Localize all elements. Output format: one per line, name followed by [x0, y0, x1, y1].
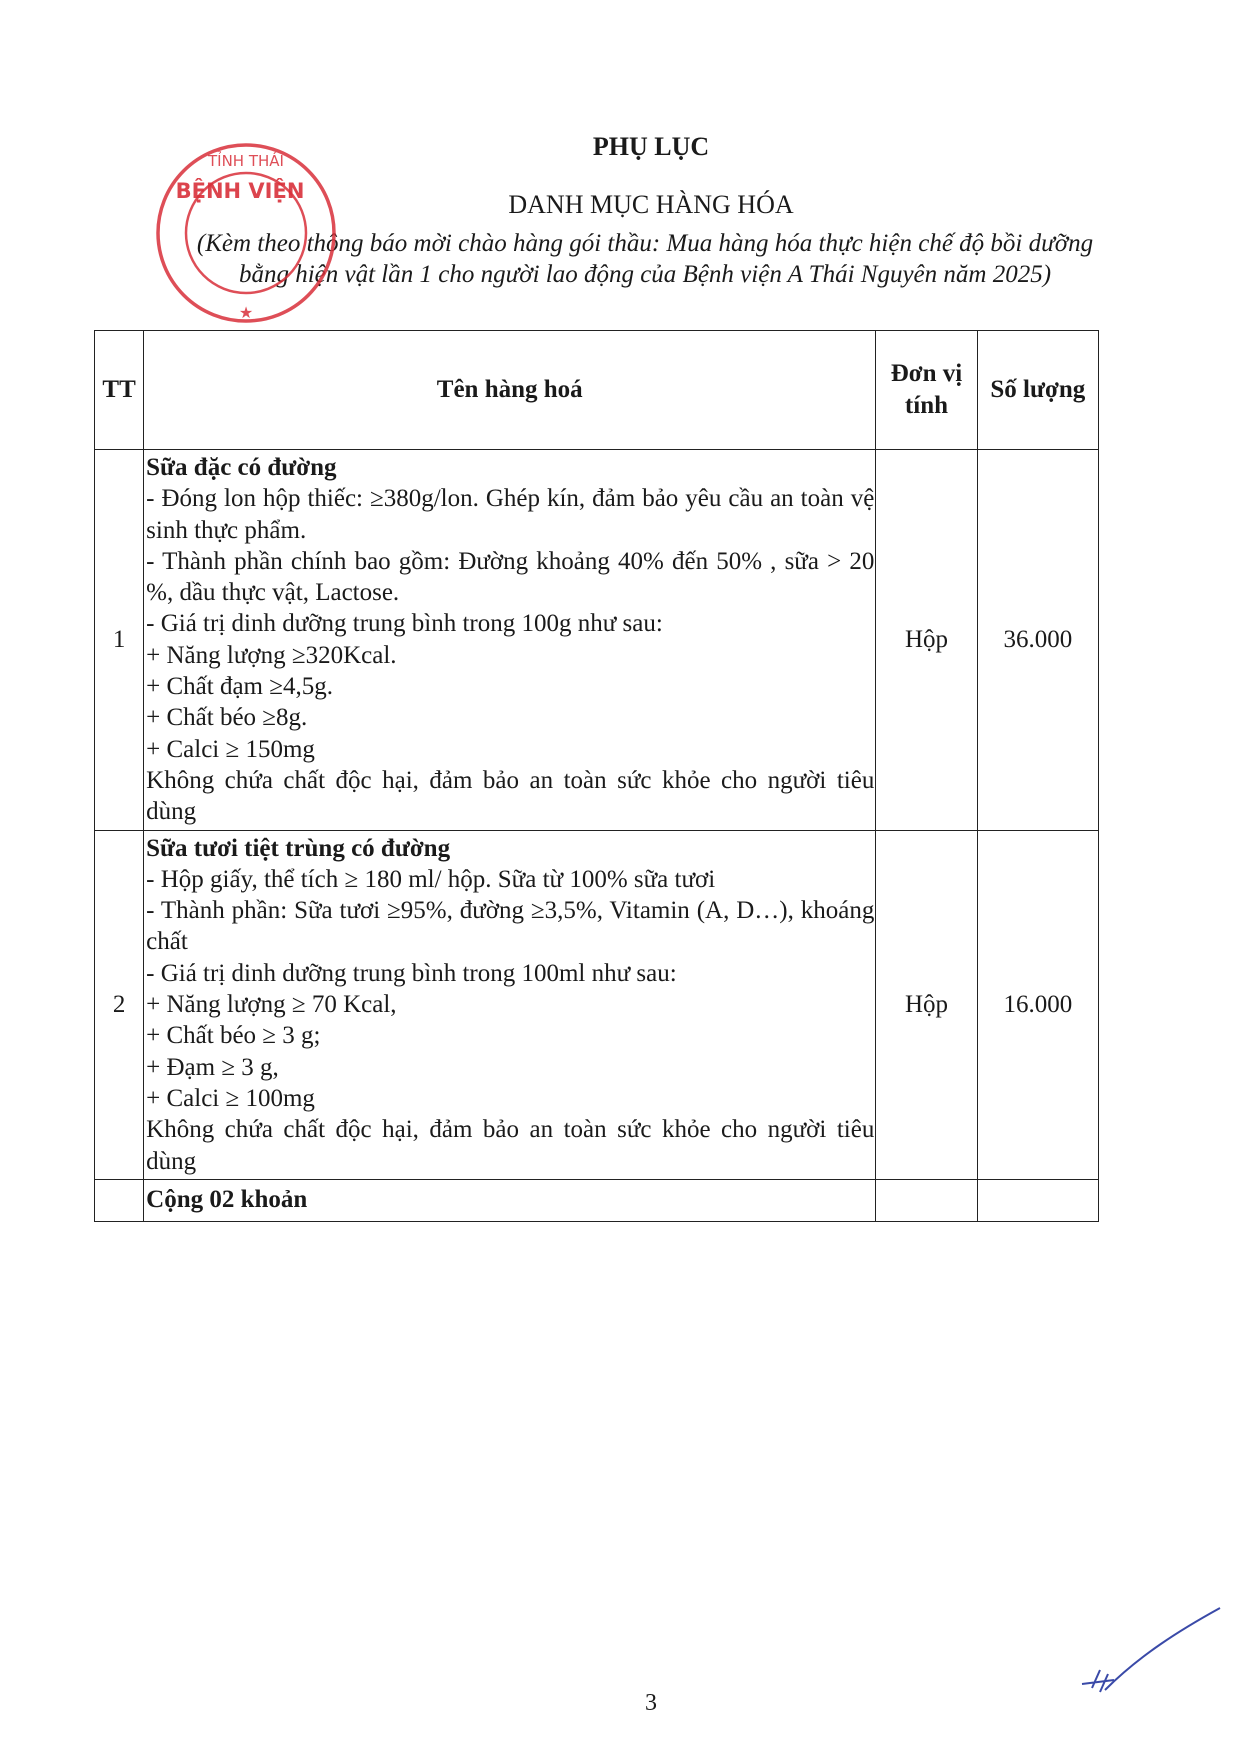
table-header-row [95, 331, 1099, 450]
total-label: Cộng 02 khoản [144, 1179, 876, 1221]
header-tt: TT [95, 331, 144, 450]
table-total-row [95, 1179, 1099, 1221]
page-title: PHỤ LỤC [592, 132, 710, 161]
item-line: - Thành phần: Sữa tươi ≥95%, đường ≥3,5%, Vitamin (A, D…), khoáng chất [146, 897, 875, 956]
header-unit: Đơn vị tính [876, 331, 977, 450]
item-line: + Năng lượng ≥320Kcal. [146, 641, 397, 669]
row-tt: 1 [95, 450, 144, 831]
row-description [144, 450, 876, 831]
attachment-note: (Kèm theo thông báo mời chào hàng gói thầu: Mua hàng hóa thực hiện chế độ bồi dưỡng bằng hiện vật lần 1 cho người lao động của Bệnh viện A Thái Nguyên năm 2025) [196, 230, 1094, 288]
row-quantity: 36.000 [977, 450, 1098, 831]
seal-ring-text: TỈNH THÁI [208, 152, 284, 170]
seal-center-text: BỆNH VIỆN [175, 179, 305, 203]
hospital-seal [148, 138, 344, 328]
item-line: + Năng lượng ≥ 70 Kcal, [146, 991, 397, 1019]
row-unit: Hộp [876, 830, 977, 1179]
page-number: 3 [645, 1690, 657, 1716]
total-empty-cell [977, 1179, 1098, 1221]
row-quantity: 16.000 [977, 830, 1098, 1179]
item-line: + Chất béo ≥8g. [146, 704, 308, 732]
goods-table [94, 330, 1099, 1222]
item-line: - Giá trị dinh dưỡng trung bình trong 100g như sau: [146, 610, 663, 638]
table-row [95, 830, 1099, 1179]
item-line: Không chứa chất độc hại, đảm bảo an toàn sức khỏe cho người tiêu dùng [146, 1116, 875, 1175]
item-line: + Calci ≥ 100mg [146, 1084, 315, 1112]
item-line: - Hộp giấy, thể tích ≥ 180 ml/ hộp. Sữa từ 100% sữa tươi [146, 865, 716, 893]
item-name: Sữa tươi tiệt trùng có đường [146, 834, 451, 862]
item-line: Không chứa chất độc hại, đảm bảo an toàn sức khỏe cho người tiêu dùng [146, 766, 875, 826]
item-line: + Calci ≥ 150mg [146, 735, 315, 763]
row-tt: 2 [95, 830, 144, 1179]
table-row [95, 450, 1099, 831]
item-line: + Chất đạm ≥4,5g. [146, 673, 333, 701]
item-line: + Đạm ≥ 3 g, [146, 1053, 279, 1081]
header-name: Tên hàng hoá [144, 331, 876, 450]
document-subtitle: DANH MỤC HÀNG HÓA [508, 190, 794, 219]
item-line: - Giá trị dinh dưỡng trung bình trong 100ml như sau: [146, 959, 677, 987]
item-line: - Đóng lon hộp thiếc: ≥380g/lon. Ghép kín, đảm bảo yêu cầu an toàn vệ sinh thực phẩm. [146, 485, 875, 544]
total-empty-cell [95, 1179, 144, 1221]
header-quantity: Số lượng [977, 331, 1098, 450]
svg-text:★: ★ [238, 305, 254, 322]
total-empty-cell [876, 1179, 977, 1221]
row-unit: Hộp [876, 450, 977, 831]
item-name: Sữa đặc có đường [146, 454, 337, 481]
item-line: - Thành phần chính bao gồm: Đường khoảng 40% đến 50% , sữa > 20 %, dầu thực vật, Lactose. [146, 547, 875, 607]
item-line: + Chất béo ≥ 3 g; [146, 1022, 321, 1050]
row-description [144, 830, 876, 1179]
